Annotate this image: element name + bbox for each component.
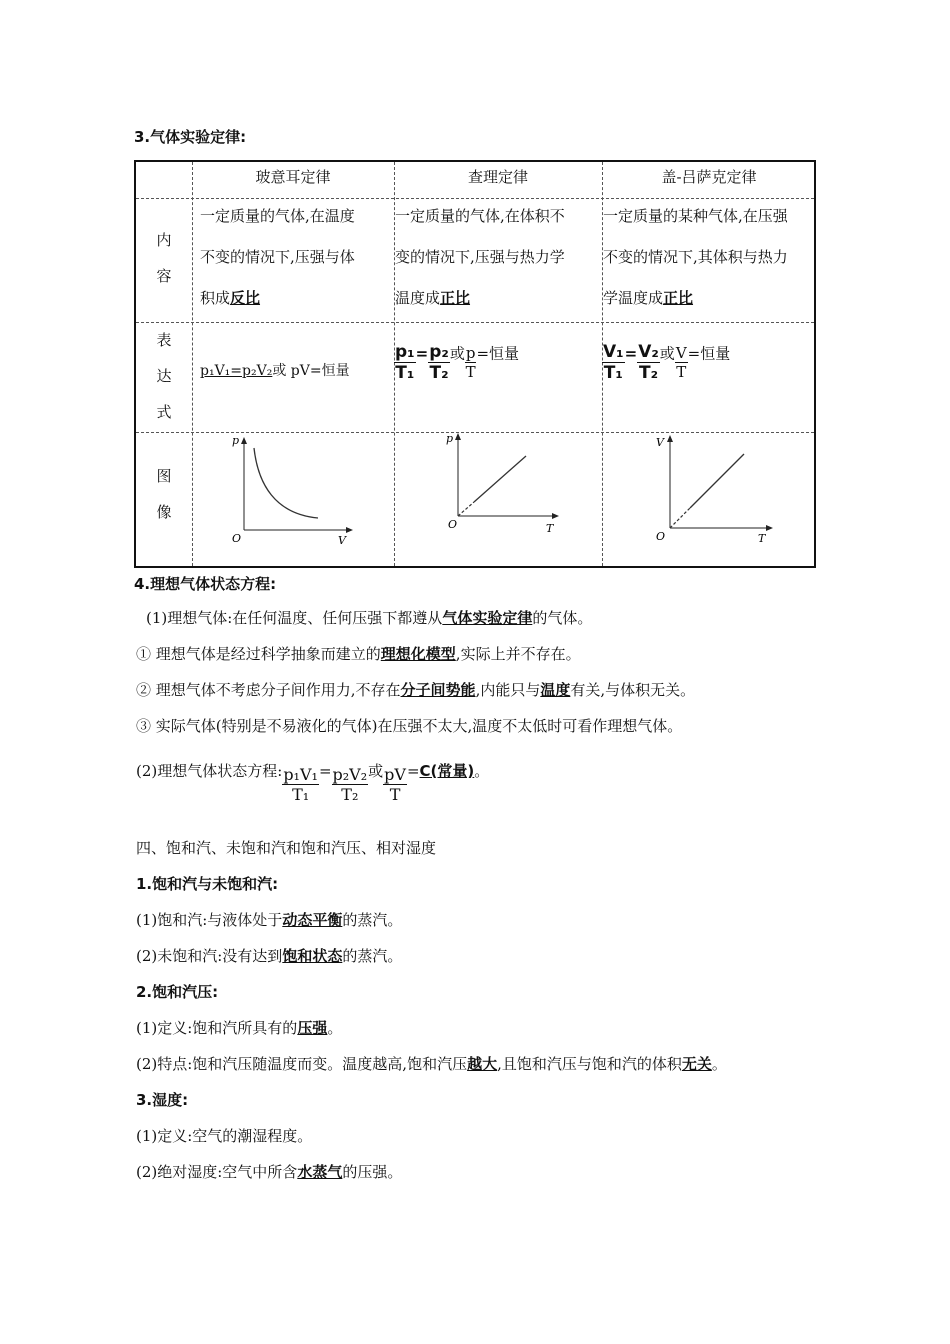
ideal-gas-point-3: ③ 实际气体(特别是不易液化的气体)在压强不太大,温度不太低时可看作理想气体。 bbox=[136, 717, 683, 735]
expression-gay-lussac: $\frac{\text{V₁}}{\text{T₁}}$ = $\frac{\text{V₂}}{\text{T₂}}$ 或 $\frac{V}{T}$ =恒量 bbox=[603, 342, 731, 383]
y-axis-label: p bbox=[446, 432, 454, 445]
row-label-content: 内 容 bbox=[156, 231, 172, 285]
ideal-gas-equation: (2)理想气体状态方程: $\frac{\text{p₁V₁}}{\text{T₁}}$ = $\frac{\text{p₂V₂}}{\text{T₂}}$ 或 $\frac{pV}{T}$ =C(常量)。 bbox=[136, 762, 490, 804]
ideal-gas-point-2: ② 理想气体不考虑分子间作用力,不存在分子间势能,内能只与温度有关,与体积无关。 bbox=[136, 681, 696, 699]
content-boyle: 一定质量的气体,在温度 不变的情况下,压强与体 积成反比 bbox=[200, 207, 355, 307]
x-arrow-icon bbox=[552, 513, 559, 519]
isotherm-curve bbox=[254, 448, 318, 518]
saturated-pressure-title: 2.饱和汽压: bbox=[136, 983, 219, 1001]
isobar-line bbox=[690, 454, 744, 508]
y-arrow-icon bbox=[241, 437, 247, 444]
y-axis-label: V bbox=[656, 436, 664, 449]
absolute-humidity-def: (2)绝对湿度:空气中所含水蒸气的压强。 bbox=[136, 1163, 403, 1181]
section-four-heading: 四、饱和汽、未饱和汽和饱和汽压、相对湿度 bbox=[136, 839, 437, 857]
x-axis-label: T bbox=[758, 532, 766, 544]
table-divider bbox=[192, 162, 193, 566]
section-4-title: 4.理想气体状态方程: bbox=[134, 575, 277, 593]
saturated-vapor-title: 1.饱和汽与未饱和汽: bbox=[136, 875, 279, 893]
origin-label: O bbox=[656, 530, 666, 543]
header-charles: 查理定律 bbox=[467, 168, 528, 186]
x-axis-label: V bbox=[338, 534, 346, 546]
graph-charles bbox=[438, 430, 568, 542]
x-arrow-icon bbox=[346, 527, 353, 533]
y-arrow-icon bbox=[667, 435, 673, 442]
humidity-def: (1)定义:空气的潮湿程度。 bbox=[136, 1127, 313, 1145]
header-gay-lussac: 盖-吕萨克定律 bbox=[661, 168, 757, 186]
expression-charles: $\frac{\text{p₁}}{\text{T₁}}$ = $\frac{\text{p₂}}{\text{T₂}}$ 或 $\frac{p}{T}$ =恒量 bbox=[395, 342, 520, 383]
saturated-vapor-def: (1)饱和汽:与液体处于动态平衡的蒸汽。 bbox=[136, 911, 403, 929]
content-gay-lussac: 一定质量的某种气体,在压强 不变的情况下,其体积与热力 学温度成正比 bbox=[603, 207, 788, 307]
table-divider bbox=[136, 322, 814, 323]
section-3-title: 3.气体实验定律: bbox=[134, 128, 247, 146]
isochore-line bbox=[474, 456, 526, 502]
extrapolation-dash bbox=[670, 508, 690, 528]
ideal-gas-point-1: ① 理想气体是经过科学抽象而建立的理想化模型,实际上并不存在。 bbox=[136, 645, 581, 663]
content-charles: 一定质量的气体,在体积不 变的情况下,压强与热力学 温度成正比 bbox=[395, 207, 565, 307]
saturated-pressure-def: (1)定义:饱和汽所具有的压强。 bbox=[136, 1019, 343, 1037]
header-boyle: 玻意耳定律 bbox=[255, 168, 331, 186]
extrapolation-dash bbox=[458, 502, 474, 516]
row-label-graph: 图 像 bbox=[156, 467, 172, 521]
graph-gay-lussac bbox=[650, 432, 780, 544]
origin-label: O bbox=[232, 532, 242, 545]
origin-label: O bbox=[448, 518, 458, 531]
x-arrow-icon bbox=[766, 525, 773, 531]
ideal-gas-definition: (1)理想气体:在任何温度、任何压强下都遵从气体实验定律的气体。 bbox=[146, 609, 593, 627]
humidity-title: 3.湿度: bbox=[136, 1091, 189, 1109]
x-axis-label: T bbox=[546, 522, 554, 535]
row-label-expression: 表 达 式 bbox=[156, 331, 172, 421]
gas-laws-table bbox=[134, 160, 816, 568]
expression-boyle: p₁V₁=p₂V₂或 pV=恒量 bbox=[200, 363, 350, 379]
saturated-pressure-feature: (2)特点:饱和汽压随温度而变。温度越高,饱和汽压越大,且饱和汽压与饱和汽的体积无关。 bbox=[136, 1055, 727, 1073]
y-arrow-icon bbox=[455, 433, 461, 440]
graph-boyle bbox=[230, 434, 360, 546]
unsaturated-vapor-def: (2)未饱和汽:没有达到饱和状态的蒸汽。 bbox=[136, 947, 403, 965]
y-axis-label: p bbox=[232, 434, 240, 447]
